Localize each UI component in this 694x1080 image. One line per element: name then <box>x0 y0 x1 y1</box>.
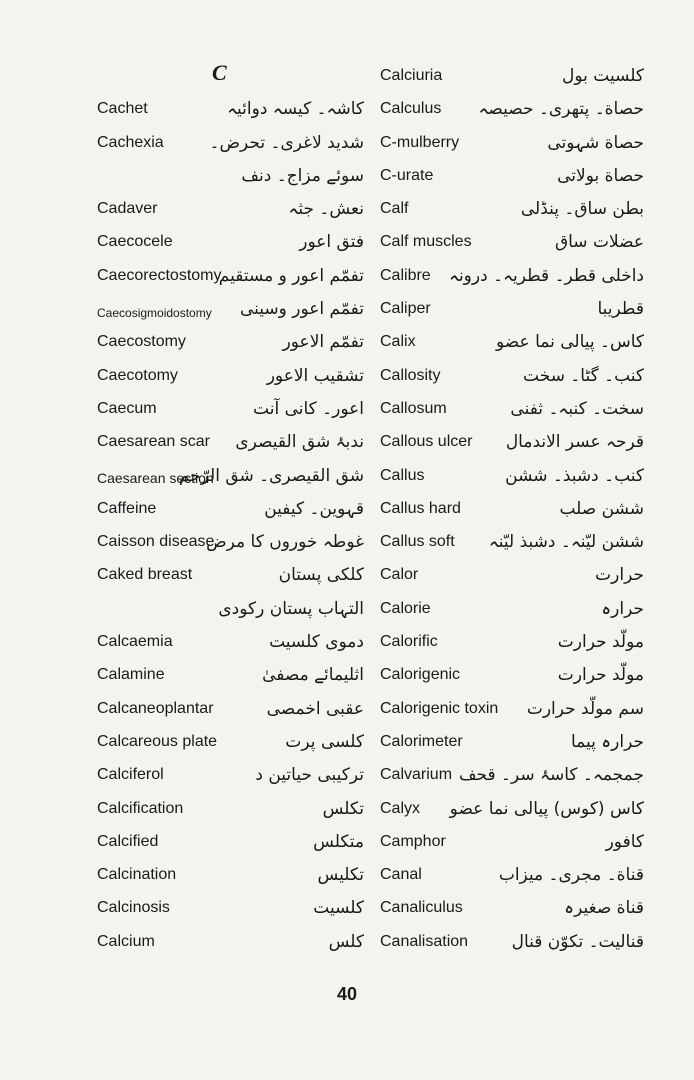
urdu-term-right: کلسیت بول <box>562 66 644 86</box>
urdu-term-right: کاس (کوس) پیالی نما عضو <box>449 798 644 819</box>
urdu-term-right: ششن لیّنہ۔ دشبذ لیّنہ <box>488 532 644 553</box>
urdu-term-left: تکلیس <box>317 865 364 886</box>
urdu-term-left: التہاب پستان رکودی <box>218 598 364 619</box>
entry-list <box>0 60 694 959</box>
urdu-term-right: ششن صلب <box>559 498 644 519</box>
entry-row <box>0 526 694 559</box>
urdu-term-right: مولّد حرارت <box>557 632 644 653</box>
urdu-term-left: تفمّم اعور وسینی <box>239 299 364 320</box>
entry-row <box>0 926 694 959</box>
english-term-right: Calciuria <box>380 67 443 84</box>
entry-row <box>0 360 694 393</box>
english-term-right: Calor <box>380 566 419 584</box>
english-term-right: Callus hard <box>380 499 461 517</box>
entry-row <box>0 93 694 126</box>
entry-row <box>0 759 694 792</box>
entry-row <box>0 793 694 826</box>
entry-row <box>0 60 694 93</box>
urdu-term-right: عضلات ساق <box>554 232 644 253</box>
entry-row <box>0 226 694 259</box>
urdu-term-right: کنب۔ دشبذ۔ ششن <box>505 465 644 486</box>
urdu-term-right: حصاة شہوتی <box>547 132 644 153</box>
urdu-term-right: حرارہ پیما <box>570 731 644 752</box>
urdu-term-left: تشقیب الاعور <box>266 365 364 386</box>
english-term-right: Canaliculus <box>380 899 463 917</box>
english-term-right: Calorific <box>380 633 438 651</box>
urdu-term-left: دموی کلسیت <box>269 632 364 653</box>
entry-row <box>0 659 694 692</box>
urdu-term-right: بطن ساق۔ پنڈلی <box>520 199 644 220</box>
english-term-right: C-mulberry <box>380 133 460 151</box>
urdu-term-left: کلسی پرت <box>285 731 364 752</box>
urdu-term-right: حصاة۔ پتھری۔ حصیصہ <box>478 99 644 120</box>
english-term-left: Calcaneoplantar <box>97 699 214 717</box>
english-term-left: Caecum <box>97 399 157 417</box>
urdu-term-left: قہوین۔ کیفین <box>264 498 364 519</box>
english-term-right: Calculus <box>380 100 442 118</box>
english-term-left: Cadaver <box>97 200 158 218</box>
english-term-right: Calibre <box>380 266 431 284</box>
urdu-term-right: کافور <box>605 831 644 852</box>
urdu-term-left: تفمّم الاعور <box>282 332 364 353</box>
english-term-right: Calorimeter <box>380 732 463 750</box>
english-term-left: Caisson disease <box>97 533 215 551</box>
entry-row <box>0 426 694 459</box>
english-term-right: Calix <box>380 333 416 351</box>
english-term-left: Calcified <box>97 832 159 850</box>
urdu-term-right: کاس۔ پیالی نما عضو <box>496 332 644 353</box>
urdu-term-left: ندبۂ شق القیصری <box>235 432 364 453</box>
english-term-left: Caecosigmoidostomy <box>97 306 212 321</box>
urdu-term-right: جمجمہ۔ کاسۂ سر۔ قحف <box>458 765 644 786</box>
entry-row <box>0 559 694 592</box>
english-term-left: Caffeine <box>97 499 157 517</box>
urdu-term-right: قرحہ عسر الاندمال <box>505 432 644 453</box>
page-number: 40 <box>336 984 358 1004</box>
urdu-term-left: متکلس <box>313 831 364 852</box>
english-term-left: Calciferol <box>97 766 164 784</box>
english-term-right: Camphor <box>380 832 446 850</box>
english-term-left: Caked breast <box>97 566 193 584</box>
urdu-term-right: قناة صغیرہ <box>564 898 644 919</box>
english-term-right: Canalisation <box>380 932 469 950</box>
entry-row <box>0 493 694 526</box>
urdu-term-left: سوئے مزاج۔ دنف <box>241 165 364 186</box>
english-term-right: Callus <box>380 466 425 484</box>
english-term-left: Calcification <box>97 799 184 817</box>
entry-row <box>0 260 694 293</box>
english-term-left: Caesarean scar <box>97 433 210 451</box>
urdu-term-left: شق القیصری۔ شق الرّحم <box>178 465 364 486</box>
urdu-term-right: مولّد حرارت <box>557 665 644 686</box>
entry-row <box>0 460 694 493</box>
urdu-term-left: نعش۔ جثہ <box>288 199 364 220</box>
entry-row <box>0 693 694 726</box>
english-term-right: Callous ulcer <box>380 433 473 451</box>
urdu-term-left: کلسیت <box>313 898 364 919</box>
entry-row <box>0 326 694 359</box>
urdu-term-left: شدید لاغری۔ تحرض۔ <box>209 132 364 153</box>
entry-row <box>0 160 694 193</box>
entry-row <box>0 127 694 160</box>
english-term-left: Calcareous plate <box>97 732 218 750</box>
urdu-term-right: حرارہ <box>601 598 644 619</box>
english-term-right: Calf muscles <box>380 233 472 251</box>
english-term-right: Canal <box>380 866 422 884</box>
english-term-left: Calcaemia <box>97 633 173 651</box>
english-term-right: Callosum <box>380 399 447 417</box>
urdu-term-right: قنالیت۔ تکوّن قنال <box>511 931 644 952</box>
english-term-right: Callosity <box>380 366 441 384</box>
entry-row <box>0 892 694 925</box>
entry-row <box>0 393 694 426</box>
section-letter: C <box>212 60 227 85</box>
entry-row <box>0 859 694 892</box>
urdu-term-left: تکلس <box>322 798 364 819</box>
english-term-left: Caecostomy <box>97 333 186 351</box>
urdu-term-right: قناة۔ مجری۔ میزاب <box>498 865 644 886</box>
english-term-left: Caesarean section <box>97 469 214 486</box>
english-term-right: Caliper <box>380 300 431 318</box>
urdu-term-left: کاشہ۔ کیسہ دوائیہ <box>227 99 364 120</box>
entry-row <box>0 726 694 759</box>
urdu-term-left: اعور۔ کانی آنت <box>253 398 364 419</box>
urdu-term-left: اثلیمائے مصفیٰ <box>262 665 364 686</box>
entry-row <box>0 593 694 626</box>
urdu-term-right: حصاة بولاتی <box>557 165 644 186</box>
entry-row <box>0 193 694 226</box>
english-term-left: Calamine <box>97 666 165 684</box>
entry-row <box>0 293 694 326</box>
urdu-term-left: غوطہ خوروں کا مرض <box>206 532 364 553</box>
english-term-left: Calcium <box>97 932 155 950</box>
english-term-left: Caecotomy <box>97 366 178 384</box>
english-term-right: Calyx <box>380 799 421 817</box>
english-term-right: Calorigenic <box>380 666 461 684</box>
urdu-term-right: سم مولّد حرارت <box>526 698 644 719</box>
english-term-right: Calvarium <box>380 766 453 784</box>
urdu-term-left: تفمّم اعور و مستقیم <box>218 265 364 286</box>
urdu-term-right: داخلی قطر۔ قطریہ۔ درونہ <box>448 265 644 286</box>
urdu-term-right: قطریبا <box>597 299 644 320</box>
urdu-term-right: سخت۔ کنبہ۔ ثفنی <box>510 398 644 419</box>
english-term-left: Caecocele <box>97 233 173 251</box>
english-term-left: Cachexia <box>97 133 164 151</box>
urdu-term-left: فتق اعور <box>299 232 364 253</box>
urdu-term-left: کلس <box>328 931 364 952</box>
urdu-term-left: ترکیبی حیاتین د <box>255 765 364 786</box>
english-term-right: Callus soft <box>380 533 455 551</box>
urdu-term-right: کنب۔ گٹا۔ سخت <box>523 365 644 386</box>
urdu-term-left: کلکی پستان <box>278 565 364 586</box>
entry-row <box>0 826 694 859</box>
english-term-left: Cachet <box>97 100 148 118</box>
urdu-term-right: حرارت <box>595 565 644 586</box>
english-term-right: Calorie <box>380 599 431 617</box>
english-term-left: Caecorectostomy <box>97 266 222 284</box>
english-term-right: C-urate <box>380 166 434 184</box>
urdu-term-left: عقبی اخمصی <box>266 698 364 719</box>
entry-row <box>0 626 694 659</box>
english-term-right: Calorigenic toxin <box>380 699 499 717</box>
english-term-left: Calcination <box>97 866 177 884</box>
english-term-left: Calcinosis <box>97 899 170 917</box>
english-term-right: Calf <box>380 200 409 218</box>
